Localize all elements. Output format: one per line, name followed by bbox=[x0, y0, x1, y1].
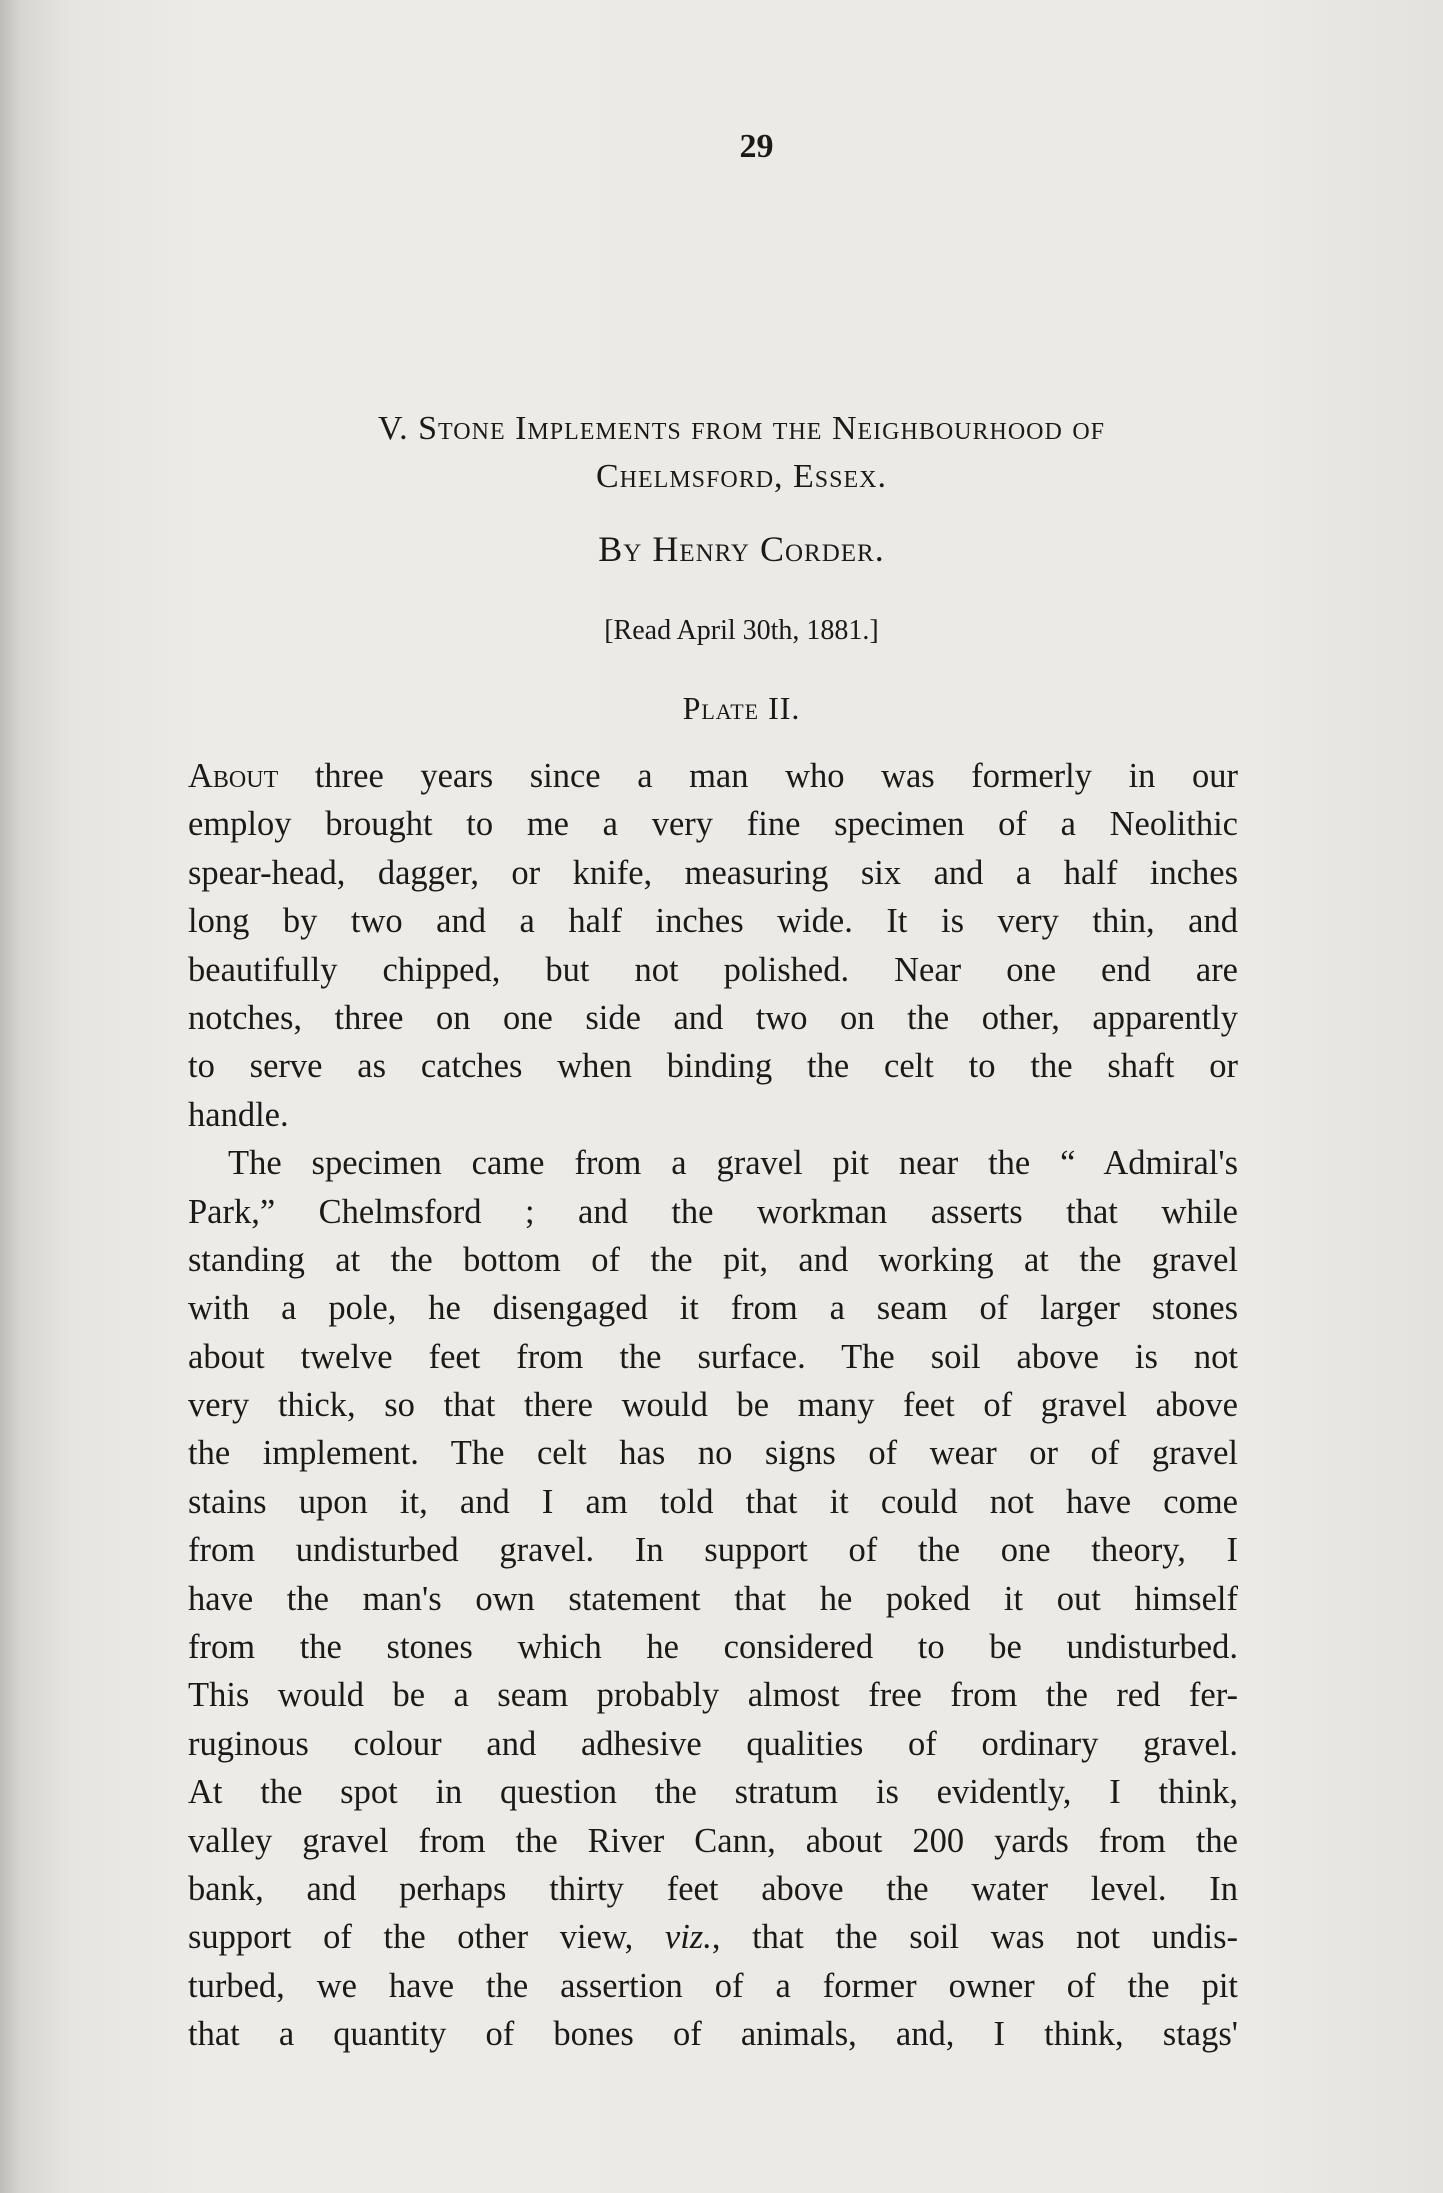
text-line: This would be a seam probably almost free from the red fer- bbox=[188, 1676, 1238, 1715]
text-line: with a pole, he disengaged it from a seam of larger stones bbox=[188, 1289, 1238, 1328]
lead-word: About bbox=[188, 757, 279, 795]
text-line: handle. bbox=[188, 1095, 289, 1134]
text-line: have the man's own statement that he poked it out himself bbox=[188, 1579, 1238, 1618]
text-line: employ brought to me a very fine specimen of a Neolithic bbox=[188, 805, 1238, 844]
text-line: support of the other view, viz., that the soil was not undis- bbox=[188, 1918, 1238, 1957]
text-line: to serve as catches when binding the celt to the shaft or bbox=[188, 1047, 1238, 1086]
read-date: [Read April 30th, 1881.] bbox=[604, 615, 879, 646]
text-line: the implement. The celt has no signs of wear or of gravel bbox=[188, 1434, 1238, 1473]
section-numeral: V. bbox=[377, 410, 419, 447]
text-line: bank, and perhaps thirty feet above the water level. In bbox=[188, 1869, 1238, 1908]
text-line: Park,” Chelmsford ; and the workman asserts that while bbox=[188, 1192, 1238, 1231]
article-title-line-2: Chelmsford, Essex. bbox=[596, 458, 887, 495]
plate-reference: Plate II. bbox=[682, 690, 801, 726]
article-title-line-1 bbox=[0, 410, 1443, 448]
italic-viz: viz. bbox=[664, 1918, 712, 1957]
text-line: turbed, we have the assertion of a former owner of the pit bbox=[188, 1966, 1238, 2005]
article-body bbox=[188, 752, 1238, 2059]
text-line: from the stones which he considered to be undisturbed. bbox=[188, 1628, 1238, 1667]
text-line: standing at the bottom of the pit, and working at the gravel bbox=[188, 1240, 1238, 1279]
text-line: stains upon it, and I am told that it could not have come bbox=[188, 1482, 1238, 1521]
article-title-text: Stone Implements from the Neighbourhood of bbox=[418, 410, 1106, 447]
author-byline: By Henry Corder. bbox=[598, 529, 885, 569]
text-line: about twelve feet from the surface. The soil above is not bbox=[188, 1337, 1238, 1376]
text-line: At the spot in question the stratum is evidently, I think, bbox=[188, 1773, 1238, 1812]
text-line: valley gravel from the River Cann, about 200 yards from the bbox=[188, 1821, 1238, 1860]
text-line: from undisturbed gravel. In support of the one theory, I bbox=[188, 1531, 1238, 1570]
text-line: beautifully chipped, but not polished. Near one end are bbox=[188, 950, 1238, 989]
text-line: that a quantity of bones of animals, and, I think, stags' bbox=[188, 2015, 1238, 2054]
text-line: ruginous colour and adhesive qualities of ordinary gravel. bbox=[188, 1724, 1238, 1763]
page-number: 29 bbox=[739, 128, 774, 165]
text-line: spear-head, dagger, or knife, measuring six and a half inches bbox=[188, 853, 1238, 892]
text-line: very thick, so that there would be many feet of gravel above bbox=[188, 1386, 1238, 1425]
text-line: long by two and a half inches wide. It is very thin, and bbox=[188, 902, 1238, 941]
text-line: About three years since a man who was formerly in our bbox=[188, 757, 1238, 795]
text-line: The specimen came from a gravel pit near the “ Admiral's bbox=[228, 1144, 1238, 1183]
text-line: notches, three on one side and two on the other, apparently bbox=[188, 998, 1238, 1037]
